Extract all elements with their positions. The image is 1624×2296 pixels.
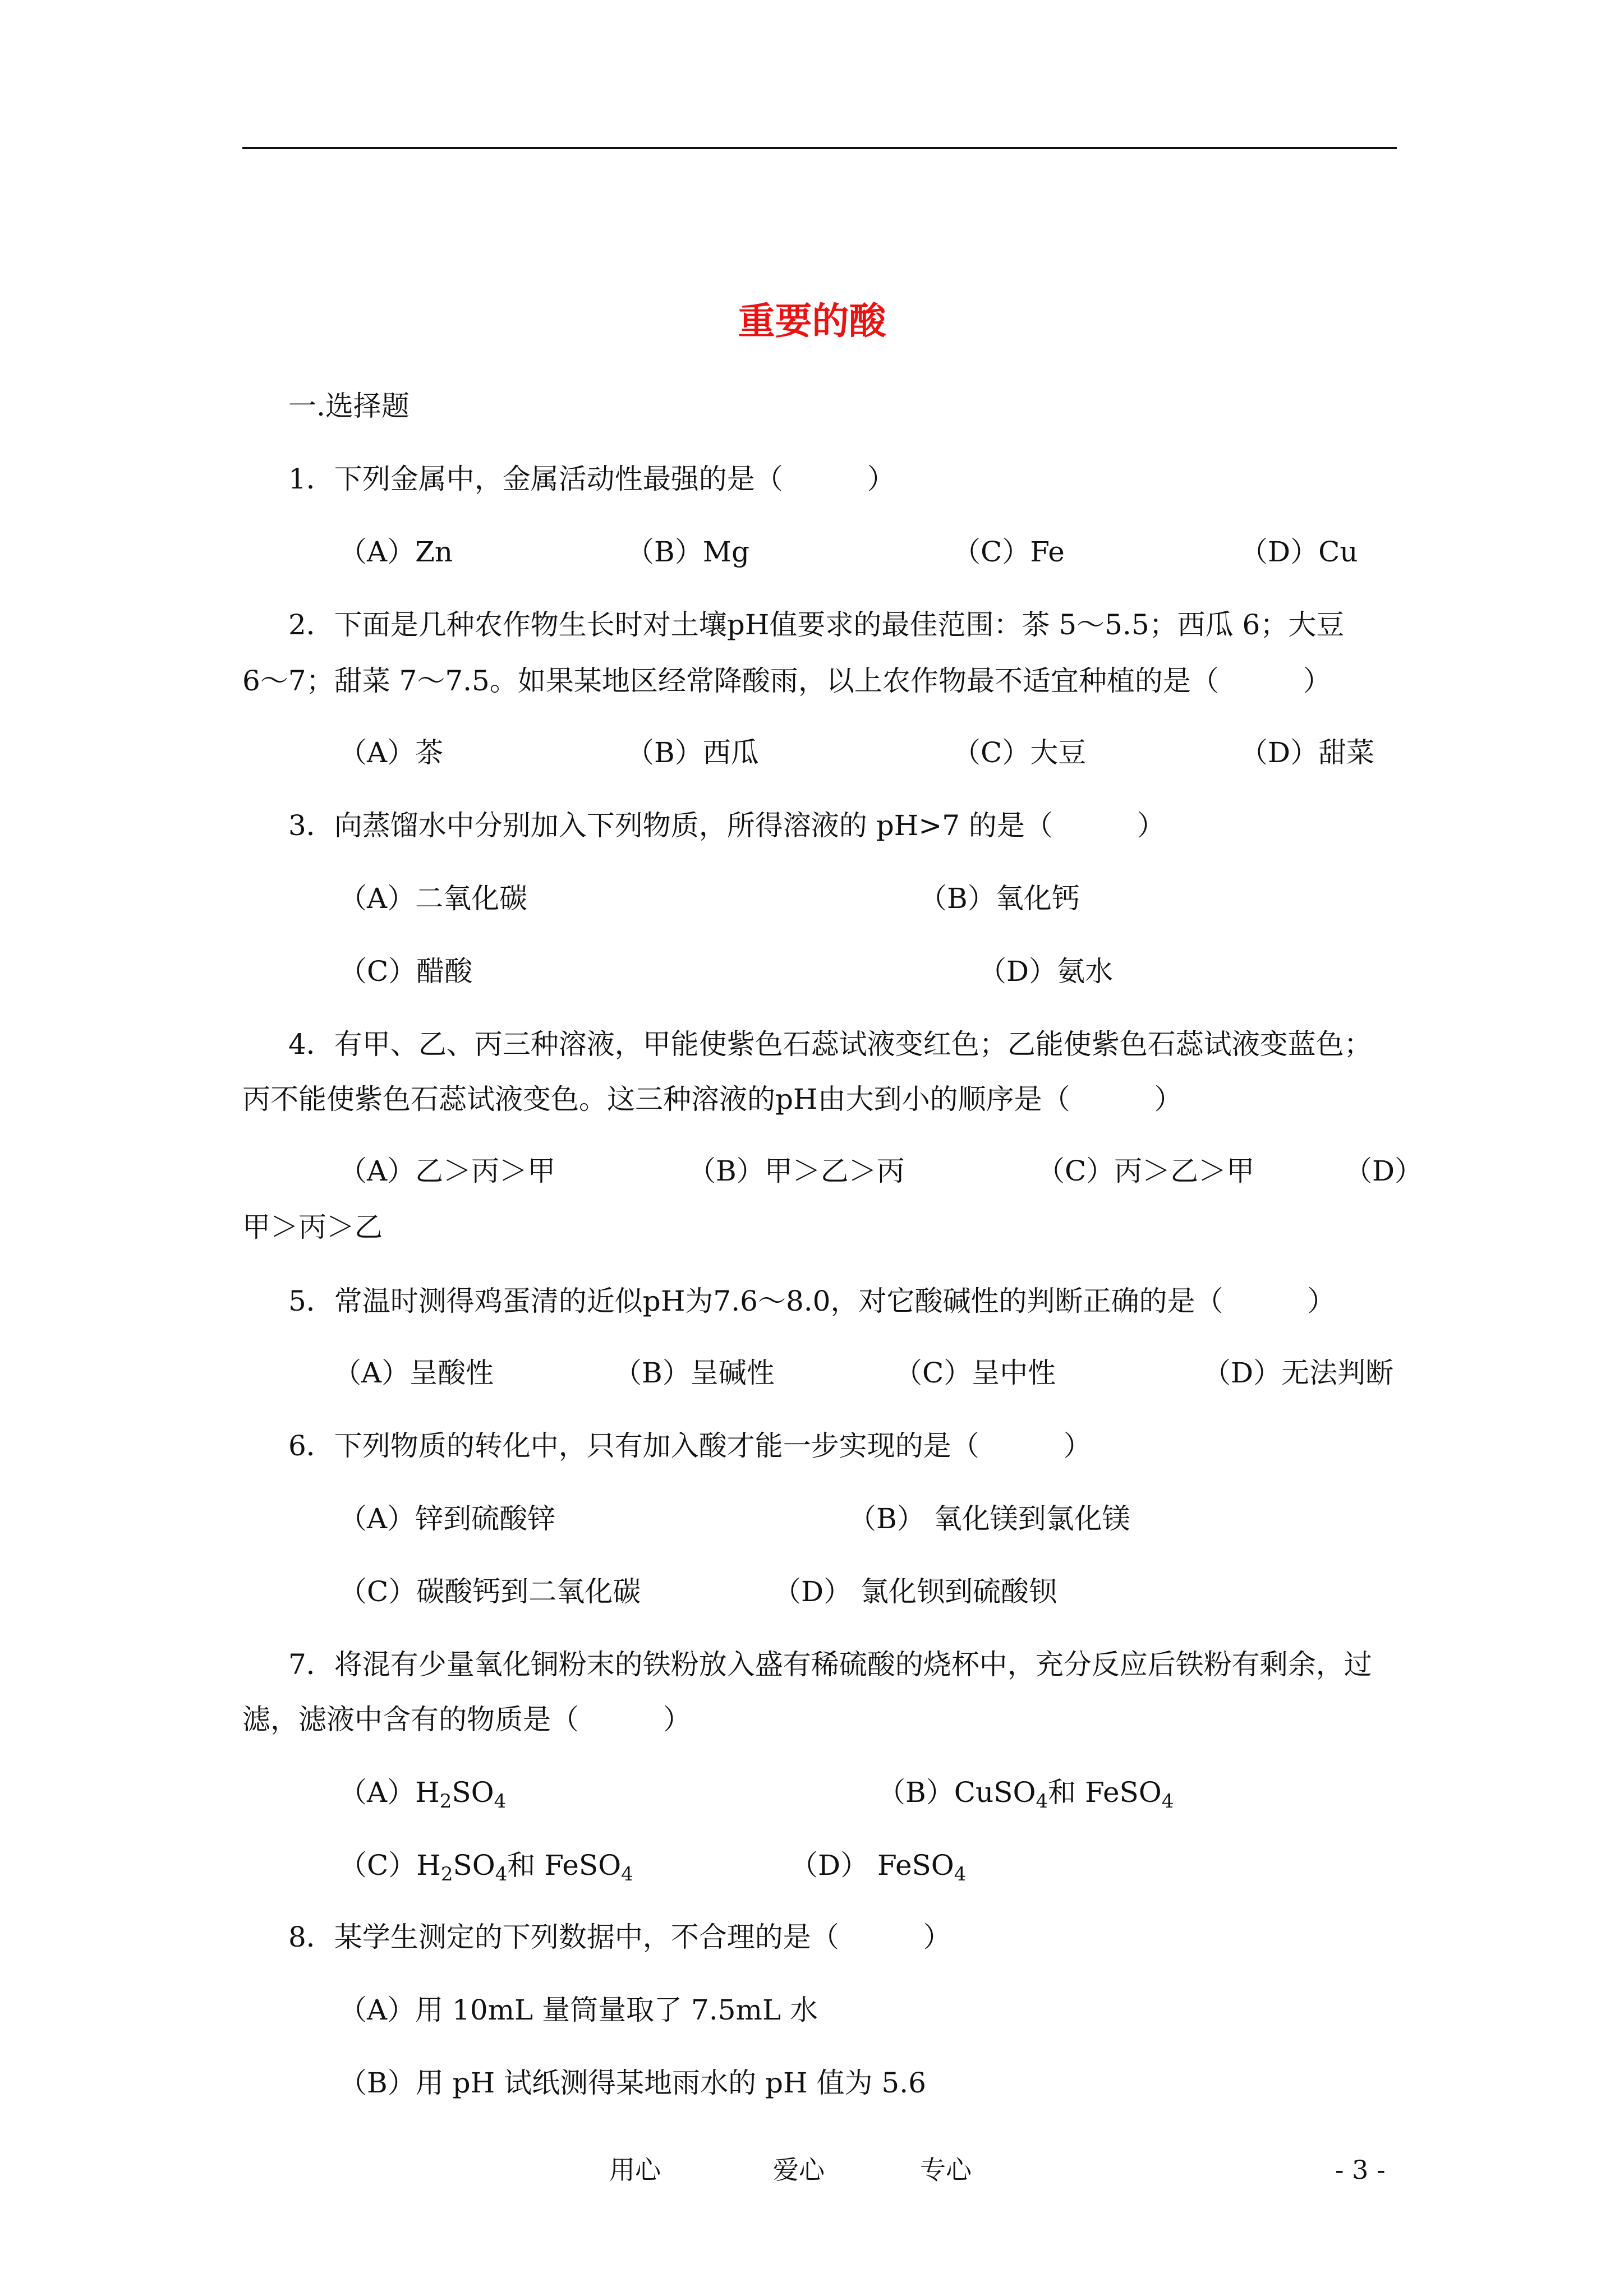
q4-option-a: （A）乙＞丙＞甲: [339, 1155, 556, 1187]
q7-option-c: $(C)H_2SO_4$和 FeSO$_4$: [339, 1849, 633, 1885]
q3-option-d: （D）氨水: [978, 955, 1114, 988]
q8-option-b: （B）用 pH 试纸测得某地雨水的 pH 值为 5.6: [339, 2067, 926, 2099]
footer-word-3: 专心: [920, 2155, 972, 2185]
page-title: 重要的酸: [738, 299, 886, 343]
question-6-stem: 6．下列物质的转化中，只有加入酸才能一步实现的是（ ）: [288, 1430, 1092, 1462]
q7-option-a: $(A)H_2SO_4$: [339, 1776, 507, 1813]
q5-option-b: （B）呈碱性: [614, 1357, 775, 1389]
q6-option-d: （D） 氯化钡到硫酸钡: [773, 1575, 1057, 1608]
q2-option-b: （B）西瓜: [626, 736, 759, 769]
q3-option-b: （B）氧化钙: [919, 882, 1080, 915]
q8-option-a: （A）用 10mL 量筒量取了 7.5mL 水: [339, 1994, 818, 2026]
q2-option-d: （D）甜菜: [1240, 736, 1375, 769]
q5-option-c: （C）呈中性: [894, 1357, 1056, 1389]
q6-option-c: （C）碳酸钙到二氧化碳: [339, 1575, 641, 1608]
q1-option-d: （D）Cu: [1240, 536, 1358, 568]
footer-word-1: 用心: [609, 2155, 661, 2185]
q1-option-a: （A）Zn: [339, 536, 453, 568]
q4-option-d-label: （D）: [1344, 1155, 1423, 1187]
q4-option-d-text: 甲＞丙＞乙: [242, 1211, 383, 1243]
q4-option-c: （C）丙＞乙＞甲: [1037, 1155, 1255, 1187]
question-5-stem: 5．常温时测得鸡蛋清的近似pH为7.6～8.0，对它酸碱性的判断正确的是（ ）: [288, 1285, 1336, 1317]
q2-option-a: （A）茶: [339, 736, 444, 769]
question-2-line-1: 2．下面是几种农作物生长时对土壤pH值要求的最佳范围：茶 5～5.5；西瓜 6；大豆: [288, 608, 1345, 641]
question-4-line-2: 丙不能使紫色石蕊试液变色。这三种溶液的pH由大到小的顺序是（ ）: [242, 1083, 1183, 1115]
q1-option-b: （B）Mg: [626, 536, 749, 568]
question-2-line-2: 6～7；甜菜 7～7.5。如果某地区经常降酸雨，以上农作物最不适宜种植的是（ ）: [242, 665, 1331, 697]
question-4-line-1: 4．有甲、乙、丙三种溶液，甲能使紫色石蕊试液变红色；乙能使紫色石蕊试液变蓝色；: [288, 1028, 1372, 1061]
header-rule: [242, 147, 1397, 149]
question-8-stem: 8．某学生测定的下列数据中，不合理的是（ ）: [288, 1921, 951, 1953]
q3-option-c: （C）醋酸: [339, 955, 473, 988]
page-number: - 3 -: [1335, 2155, 1386, 2185]
q4-option-b: （B）甲＞乙＞丙: [688, 1155, 905, 1187]
question-7-line-1: 7．将混有少量氧化铜粉末的铁粉放入盛有稀硫酸的烧杯中，充分反应后铁粉有剩余，过: [288, 1648, 1372, 1681]
question-1-stem: 1．下列金属中，金属活动性最强的是（ ）: [288, 463, 895, 495]
q5-option-a: （A）呈酸性: [333, 1357, 494, 1389]
q7-option-d: （D） FeSO$_4$: [790, 1849, 967, 1885]
footer-word-2: 爱心: [773, 2155, 825, 2185]
q2-option-c: （C）大豆: [953, 736, 1087, 769]
q6-option-a: （A）锌到硫酸锌: [339, 1502, 556, 1535]
q3-option-a: （A）二氧化碳: [339, 882, 528, 915]
section-heading: 一.选择题: [288, 390, 410, 422]
q1-option-c: （C）Fe: [953, 536, 1065, 568]
question-7-line-2: 滤，滤液中含有的物质是（ ）: [242, 1703, 691, 1736]
q5-option-d: （D）无法判断: [1203, 1357, 1394, 1389]
q6-option-b: （B） 氧化镁到氯化镁: [848, 1502, 1130, 1535]
question-3-stem: 3．向蒸馏水中分别加入下列物质，所得溶液的 pH>7 的是（ ）: [288, 809, 1165, 842]
q7-option-b: （B）CuSO$_4$和 FeSO$_4$: [877, 1776, 1174, 1813]
